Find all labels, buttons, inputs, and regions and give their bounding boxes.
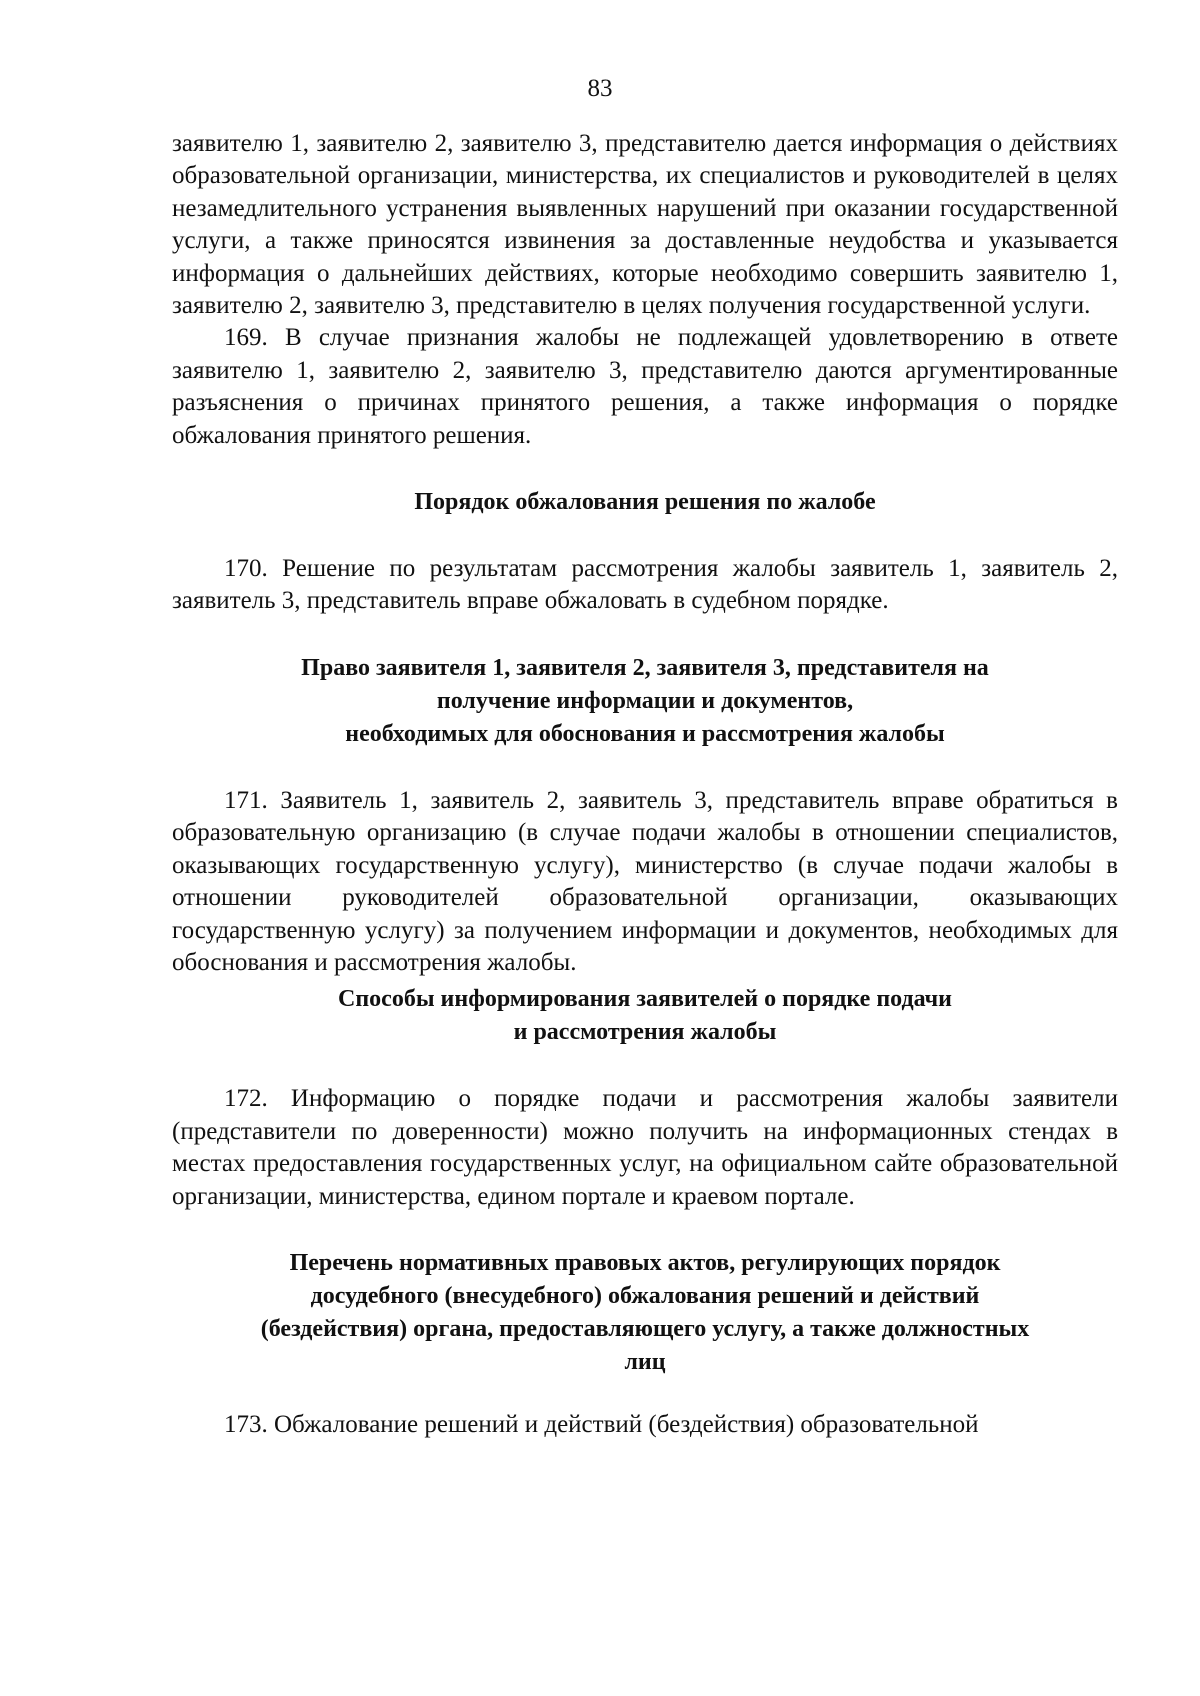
paragraph-168-continuation: заявителю 1, заявителю 2, заявителю 3, представителю дается информация о действиях образовательной организации, министерства, их специалистов и руководителей в целях незамедлительного устранения выявленных нарушений при оказании государственной услуги, а также приносятся извинения за доставленные неудобства и указывается информация о дальнейших действиях, которые необходимо совершить заявителю 1, заявителю 2, заявителю 3, представителю в целях получения государственной услуги. [172, 130, 1118, 320]
page-number: 83 [587, 75, 613, 102]
heading-line: Право заявителя 1, заявителя 2, заявителя 3, представителя на [301, 654, 989, 681]
heading-line: и рассмотрения жалобы [513, 1019, 777, 1046]
spacer [172, 1049, 1118, 1083]
heading-line: Перечень нормативных правовых актов, регулирующих порядок [289, 1249, 1001, 1276]
document-body [172, 128, 1118, 1441]
paragraph-169: 169. В случае признания жалобы не подлежащей удовлетворению в ответе заявителю 1, заявителю 2, заявителю 3, представителю даются аргументированные разъяснения о причинах принятого решения, а также информация о порядке обжалования принятого решения. [172, 324, 1118, 449]
spacer [172, 1379, 1118, 1409]
heading-line: (бездействия) органа, предоставляющего услугу, а также должностных [260, 1315, 1030, 1342]
section-heading-informing-methods [172, 983, 1118, 1049]
paragraph-170: 170. Решение по результатам рассмотрения жалобы заявитель 1, заявитель 2, заявитель 3, представитель вправе обжаловать в судебном порядке. [172, 555, 1118, 615]
heading-line: Способы информирования заявителей о порядке подачи [338, 986, 952, 1013]
paragraph-172: 172. Информацию о порядке подачи и рассмотрения жалобы заявители (представители по доверенности) можно получить на информационных стендах в местах предоставления государственных услуг, на официальном сайте образовательной организации, министерства, едином портале и краевом портале. [172, 1085, 1118, 1210]
section-heading-appeal-procedure: Порядок обжалования решения по жалобе [414, 489, 876, 516]
heading-line: лиц [624, 1348, 666, 1375]
spacer [172, 618, 1118, 652]
spacer [172, 1213, 1118, 1247]
section-heading-right-to-information [172, 652, 1118, 751]
heading-line: досудебного (внесудебного) обжалования решений и действий [310, 1282, 980, 1309]
paragraph-171: 171. Заявитель 1, заявитель 2, заявитель 3, представитель вправе обратиться в образовательную организацию (в случае подачи жалобы в отношении специалистов, оказывающих государственную услугу), министерство (в случае подачи жалобы в отношении руководителей образовательной организации, оказывающих государственную услугу) за получением информации и документов, необходимых для обоснования и рассмотрения жалобы. [172, 786, 1118, 976]
heading-line: необходимых для обоснования и рассмотрения жалобы [345, 720, 945, 747]
section-heading-regulatory-acts [172, 1247, 1118, 1379]
heading-line: получение информации и документов, [436, 687, 854, 714]
spacer [172, 519, 1118, 553]
spacer [172, 452, 1118, 486]
paragraph-173: 173. Обжалование решений и действий (бездействия) образовательной [224, 1410, 979, 1438]
spacer [172, 751, 1118, 785]
